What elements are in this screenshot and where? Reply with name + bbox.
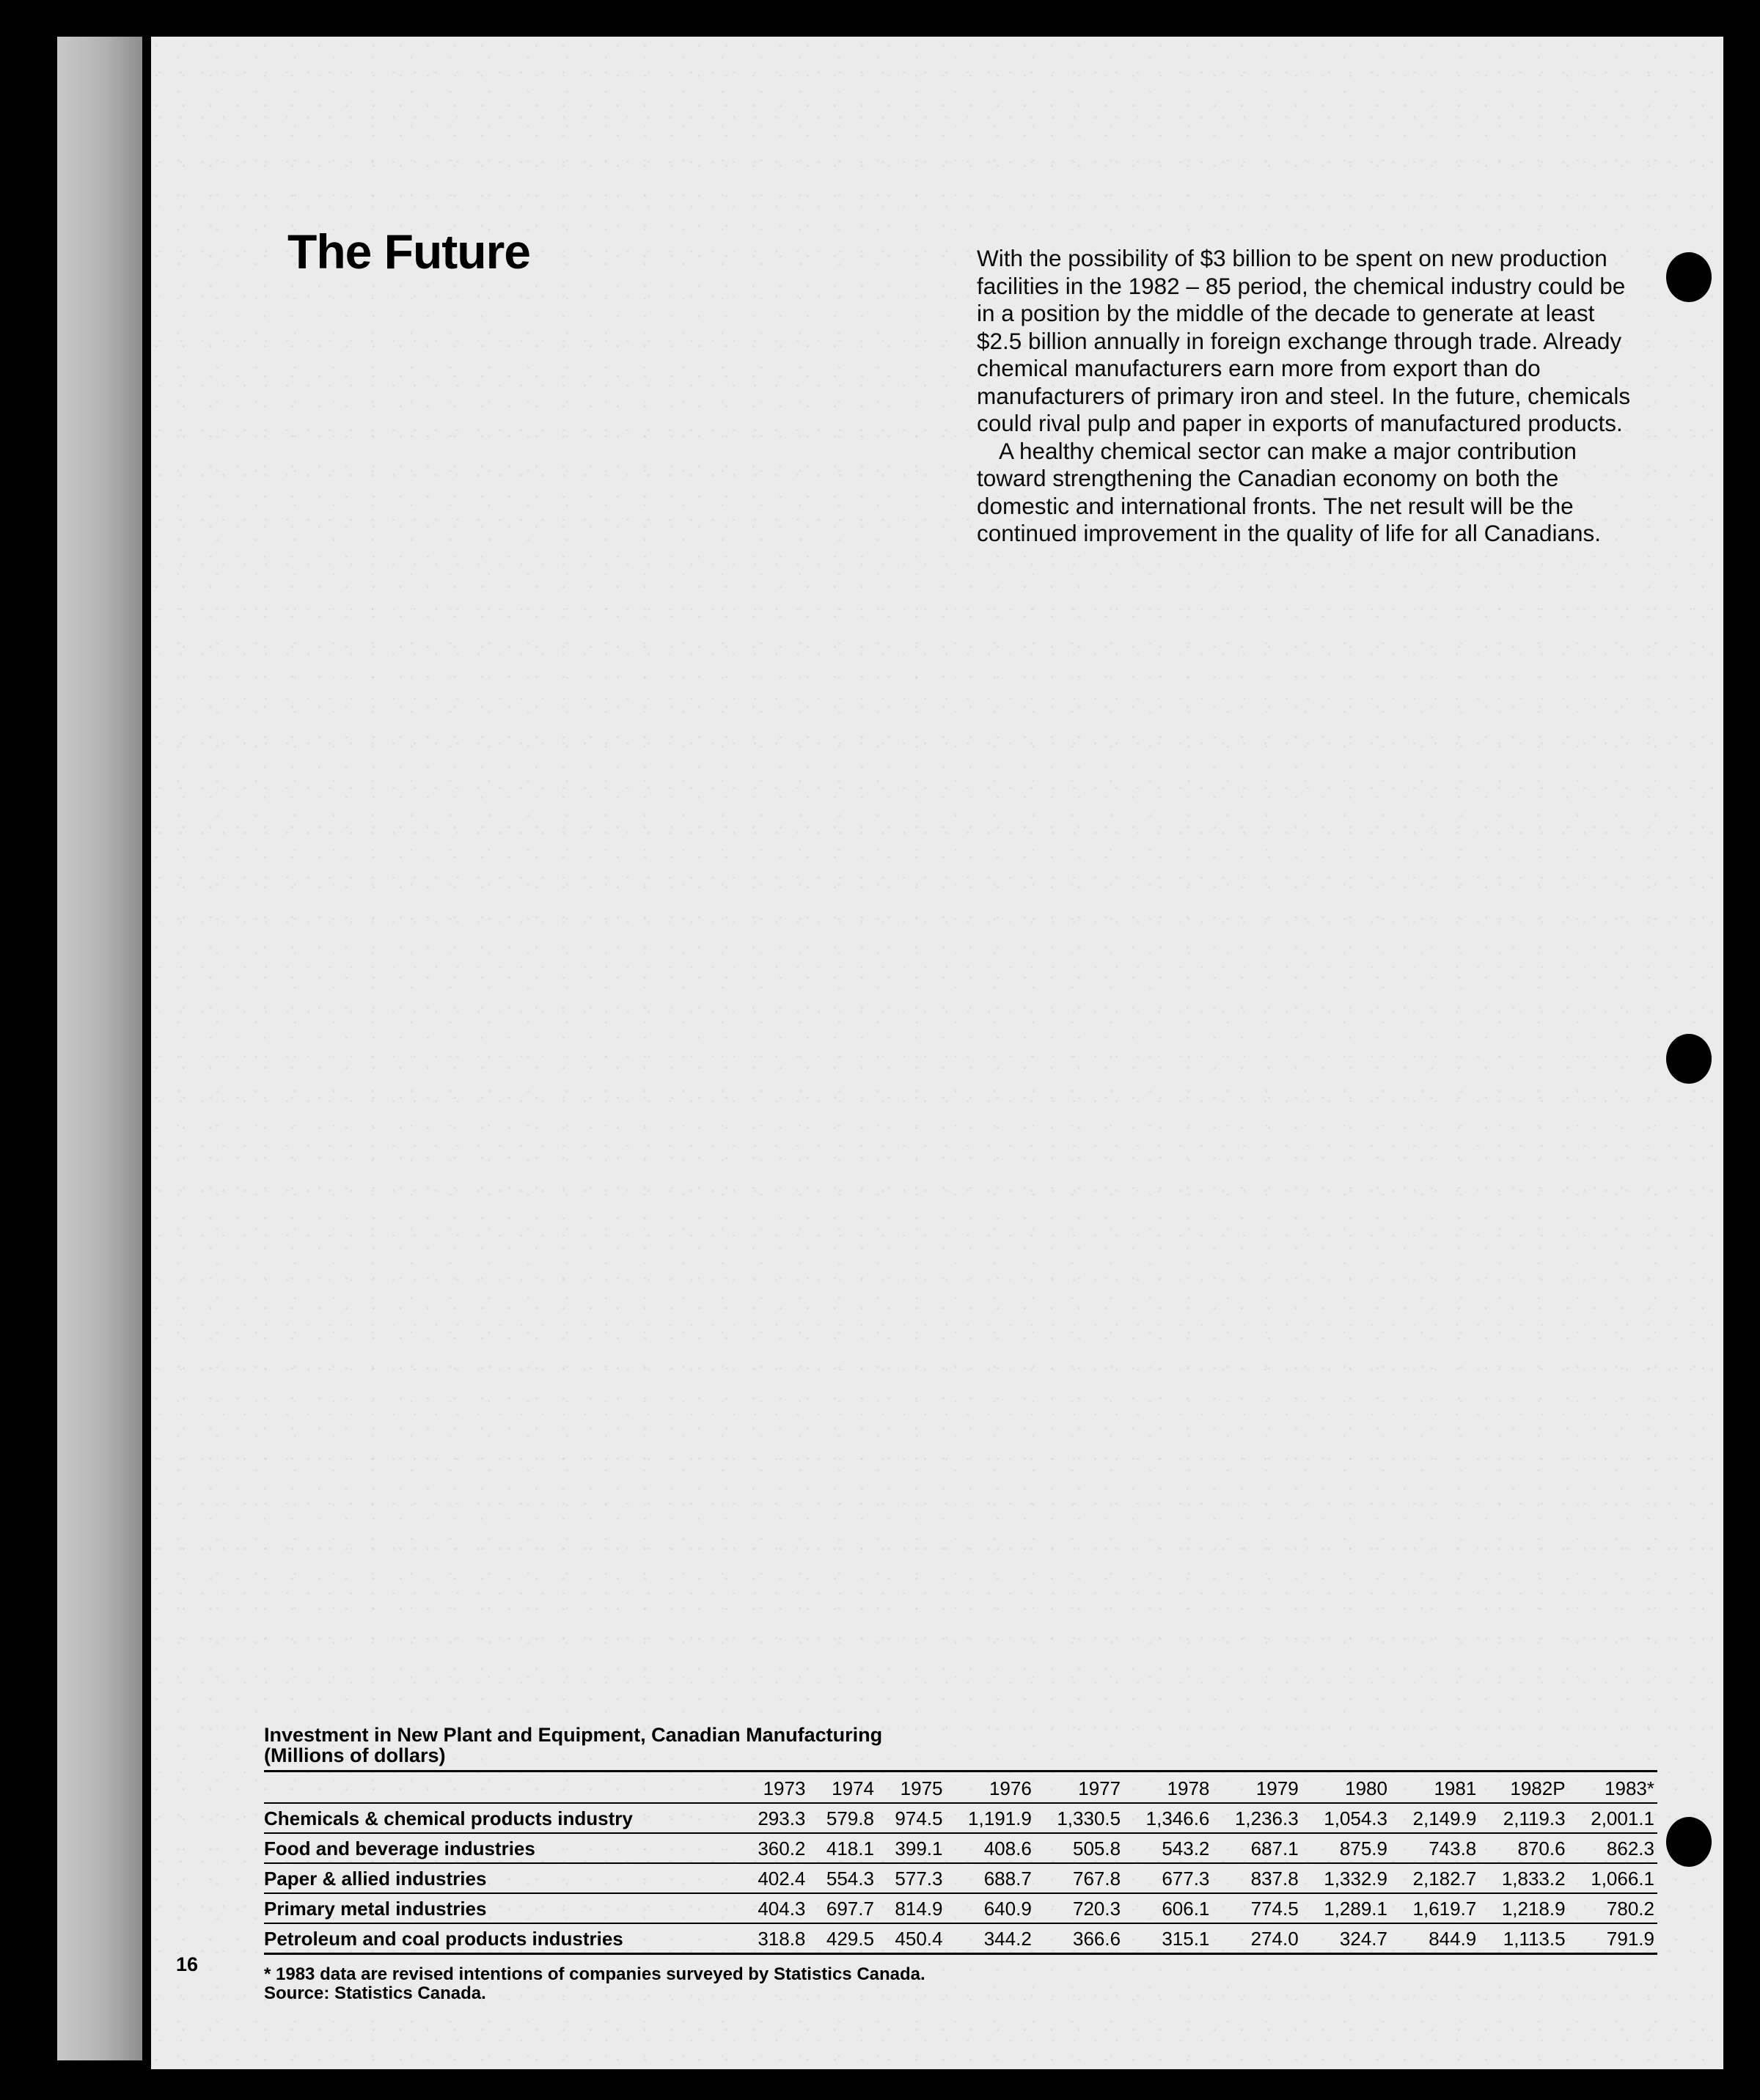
binding-strip (57, 37, 142, 2060)
punch-hole-bottom (1666, 1817, 1712, 1867)
table-cell: 577.3 (895, 1867, 943, 1890)
table-cell: 2,149.9 (1412, 1807, 1477, 1829)
row-label: Paper & allied industries (264, 1867, 487, 1890)
table-subtitle: (Millions of dollars) (264, 1744, 446, 1766)
table-cell: 1,236.3 (1234, 1807, 1299, 1829)
row-label: Petroleum and coal products industries (264, 1927, 623, 1950)
table-cell: 837.8 (1250, 1867, 1299, 1890)
table-cell: 974.5 (895, 1807, 943, 1829)
table-title: Investment in New Plant and Equipment, Canadian Manufacturing (264, 1724, 883, 1746)
table-row (264, 1893, 1657, 1923)
table-cell: 862.3 (1606, 1837, 1654, 1859)
table-cell: 418.1 (826, 1837, 874, 1859)
column-header: 1973 (763, 1777, 806, 1799)
table-cell: 324.7 (1339, 1927, 1387, 1950)
punch-hole-middle (1666, 1034, 1712, 1084)
table-cell: 402.4 (758, 1867, 806, 1890)
page-number: 16 (176, 1953, 199, 1975)
table-cell: 2,001.1 (1591, 1807, 1654, 1829)
table-cell: 875.9 (1339, 1837, 1387, 1859)
body-paragraph-1: With the possibility of $3 billion to be spent on new production facilities in the 1982 – 85 period, the chemical industry could be in a position by the middle of the decade to generate at least $2.5 billion annually in foreign exchange through trade. Already chemical manufacturers earn more from export than do manufacturers of primary iron and steel. In the future, chemicals could rival pulp and paper in exports of manufactured products. (977, 245, 1631, 436)
table-cell: 1,833.2 (1501, 1867, 1566, 1890)
table-cell: 687.1 (1250, 1837, 1299, 1859)
table-row (264, 1833, 1657, 1863)
table-cell: 1,191.9 (968, 1807, 1032, 1829)
table-cell: 408.6 (983, 1837, 1032, 1859)
column-header: 1980 (1345, 1777, 1387, 1799)
table-cell: 870.6 (1517, 1837, 1566, 1859)
table-cell: 1,054.3 (1324, 1807, 1387, 1829)
table-cell: 399.1 (895, 1837, 943, 1859)
table-cell: 579.8 (826, 1807, 874, 1829)
table-cell: 1,218.9 (1501, 1897, 1566, 1920)
table-cell: 293.3 (758, 1807, 806, 1829)
table-cell: 1,289.1 (1324, 1897, 1387, 1920)
footnote-text: * 1983 data are revised intentions of companies surveyed by Statistics Canada. (264, 1964, 925, 1984)
table-cell: 318.8 (758, 1927, 806, 1950)
investment-table-block (264, 1725, 1657, 2003)
table-cell: 450.4 (895, 1927, 943, 1950)
table-cell: 814.9 (895, 1897, 943, 1920)
table-cell: 543.2 (1162, 1837, 1210, 1859)
page-title: The Future (287, 224, 530, 279)
table-footnote (264, 1965, 1657, 2003)
table-cell: 1,113.5 (1503, 1927, 1566, 1950)
table-cell: 640.9 (983, 1897, 1032, 1920)
body-text (977, 245, 1637, 548)
table-cell: 366.6 (1073, 1927, 1121, 1950)
table-cell: 1,066.1 (1591, 1867, 1654, 1890)
column-header: 1975 (900, 1777, 943, 1799)
body-paragraph-2: A healthy chemical sector can make a major contribution toward strengthening the Canadian economy on both the domestic and international fronts. The net result will be the continued improvement in the quality of life for all Canadians. (977, 437, 1601, 546)
column-header-label (264, 1772, 740, 1804)
investment-table (264, 1770, 1657, 1955)
row-label: Chemicals & chemical products industry (264, 1807, 633, 1829)
table-row (264, 1923, 1657, 1954)
column-header: 1976 (989, 1777, 1032, 1799)
source-text: Source: Statistics Canada. (264, 1983, 486, 2003)
table-cell: 677.3 (1162, 1867, 1210, 1890)
table-cell: 780.2 (1606, 1897, 1654, 1920)
column-header: 1974 (832, 1777, 874, 1799)
column-header: 1977 (1078, 1777, 1121, 1799)
table-cell: 791.9 (1606, 1927, 1654, 1950)
table-cell: 360.2 (758, 1837, 806, 1859)
column-header: 1982P (1510, 1777, 1566, 1799)
punch-hole-top (1666, 252, 1712, 302)
table-cell: 688.7 (983, 1867, 1032, 1890)
table-header-row (264, 1772, 1657, 1804)
table-cell: 720.3 (1073, 1897, 1121, 1920)
column-header: 1981 (1434, 1777, 1477, 1799)
table-row (264, 1863, 1657, 1893)
table-cell: 743.8 (1429, 1837, 1477, 1859)
table-cell: 697.7 (826, 1897, 874, 1920)
table-cell: 274.0 (1250, 1927, 1299, 1950)
table-cell: 554.3 (826, 1867, 874, 1890)
table-cell: 1,330.5 (1057, 1807, 1121, 1829)
table-cell: 2,119.3 (1503, 1807, 1566, 1829)
row-label: Food and beverage industries (264, 1837, 535, 1859)
table-cell: 1,346.6 (1145, 1807, 1210, 1829)
table-cell: 774.5 (1250, 1897, 1299, 1920)
table-cell: 315.1 (1162, 1927, 1210, 1950)
column-header: 1978 (1167, 1777, 1210, 1799)
row-label: Primary metal industries (264, 1897, 487, 1920)
table-cell: 1,619.7 (1412, 1897, 1477, 1920)
table-cell: 505.8 (1073, 1837, 1121, 1859)
table-row (264, 1803, 1657, 1833)
column-header: 1979 (1255, 1777, 1299, 1799)
column-header: 1983* (1605, 1777, 1654, 1799)
table-cell: 2,182.7 (1412, 1867, 1477, 1890)
table-cell: 344.2 (983, 1927, 1032, 1950)
table-cell: 767.8 (1073, 1867, 1121, 1890)
table-cell: 1,332.9 (1324, 1867, 1387, 1890)
table-cell: 844.9 (1429, 1927, 1477, 1950)
table-cell: 429.5 (826, 1927, 874, 1950)
table-cell: 404.3 (758, 1897, 806, 1920)
table-cell: 606.1 (1162, 1897, 1210, 1920)
